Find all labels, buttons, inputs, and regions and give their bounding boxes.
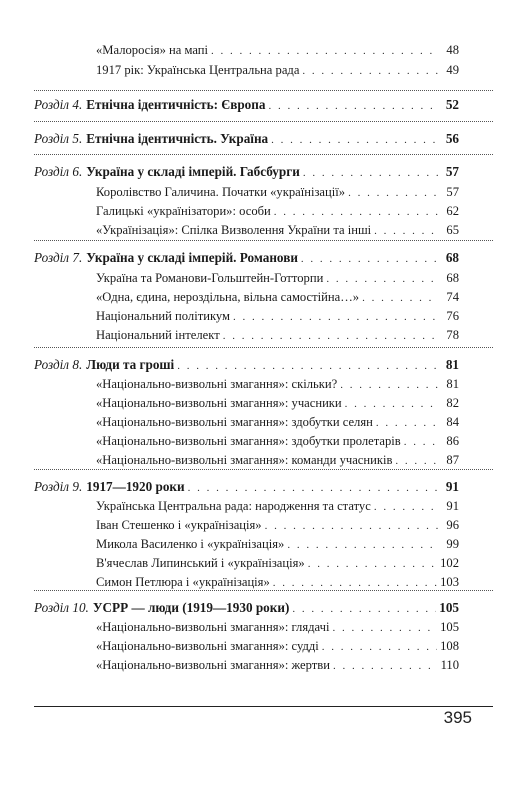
- toc-entry[interactable]: [96, 450, 459, 470]
- toc-entry-title: Микола Василенко і «українізація»: [96, 537, 285, 551]
- toc-entry-title: Королівство Галичина. Початки «українізації»: [96, 185, 346, 199]
- toc-entry-page: 110: [440, 658, 459, 672]
- dot-leader: [395, 451, 438, 471]
- footer-rule: [34, 706, 493, 707]
- dot-leader: [376, 413, 438, 433]
- toc-entry[interactable]: [96, 201, 459, 221]
- dot-leader: [340, 375, 438, 395]
- toc-entry[interactable]: [96, 393, 459, 413]
- dot-leader: [265, 516, 438, 536]
- toc-entry-page: 62: [446, 204, 459, 218]
- toc-entry-title: «Національно-визвольні змагання»: команди учасників: [96, 453, 393, 467]
- toc-entry[interactable]: [96, 655, 459, 675]
- section-number: Розділ 6.: [34, 164, 83, 179]
- toc-entry[interactable]: [96, 496, 459, 516]
- section-title: Україна у складі імперій. Габсбурги: [86, 164, 300, 179]
- toc-entry[interactable]: [96, 182, 459, 202]
- toc-section[interactable]: [34, 248, 459, 268]
- toc-entry-page: 68: [446, 271, 459, 285]
- toc-entry-title: «Національно-визвольні змагання»: глядачі: [96, 620, 330, 634]
- toc-entry-page: 78: [446, 328, 459, 342]
- section-page: 81: [445, 357, 459, 372]
- toc-entry-page: 86: [446, 434, 459, 448]
- toc-entry-title: Україна та Романови-Гольштейн-Готторпи: [96, 271, 324, 285]
- dot-leader: [233, 307, 438, 327]
- toc-entry-title: 1917 рік: Українська Центральна рада: [96, 63, 300, 77]
- dot-leader: [301, 249, 438, 269]
- dot-leader: [274, 202, 438, 222]
- dot-leader: [326, 269, 438, 289]
- toc-entry[interactable]: [96, 431, 459, 451]
- page-number: 395: [443, 708, 472, 727]
- toc-entry-page: 103: [440, 575, 459, 589]
- toc-entry-page: 96: [446, 518, 459, 532]
- toc-entry-title: Національний політикум: [96, 309, 230, 323]
- toc-entry[interactable]: [96, 572, 459, 592]
- toc-entry-title: «Українізація»: Спілка Визволення України та інші: [96, 223, 372, 237]
- section-number: Розділ 4.: [34, 97, 83, 112]
- toc-entry-title: Національний інтелект: [96, 328, 220, 342]
- toc-entry[interactable]: [96, 553, 459, 573]
- dot-leader: [268, 96, 438, 116]
- toc-section[interactable]: [34, 95, 459, 115]
- section-divider: [34, 121, 493, 122]
- toc-entry[interactable]: [96, 220, 459, 240]
- section-title: Етнічна ідентичність: Європа: [86, 97, 266, 112]
- toc-entry[interactable]: [96, 534, 459, 554]
- toc-entry-title: «Національно-визвольні змагання»: судді: [96, 639, 319, 653]
- section-title: УСРР — люди (1919—1930 роки): [92, 600, 290, 615]
- toc-entry-page: 84: [446, 415, 459, 429]
- toc-entry[interactable]: [96, 617, 459, 637]
- section-divider: [34, 90, 493, 91]
- section-page: 68: [445, 250, 459, 265]
- dot-leader: [303, 163, 438, 183]
- section-title: 1917—1920 роки: [86, 479, 185, 494]
- dot-leader: [188, 478, 438, 498]
- section-title: Україна у складі імперій. Романови: [86, 250, 298, 265]
- toc-entry[interactable]: [96, 325, 459, 345]
- section-divider: [34, 154, 493, 155]
- toc-entry[interactable]: [96, 60, 459, 80]
- toc-entry-title: «Національно-визвольні змагання»: здобутки пролетарів: [96, 434, 401, 448]
- section-page: 56: [445, 131, 459, 146]
- toc-entry-title: Українська Центральна рада: народження та статус: [96, 499, 371, 513]
- toc-section[interactable]: [34, 162, 459, 182]
- toc-entry-page: 105: [440, 620, 459, 634]
- toc-entry-page: 87: [446, 453, 459, 467]
- section-title: Етнічна ідентичність. Україна: [86, 131, 269, 146]
- toc-entry-title: «Національно-визвольні змагання»: здобутки селян: [96, 415, 373, 429]
- toc-entry-page: 76: [446, 309, 459, 323]
- dot-leader: [287, 535, 438, 555]
- toc-entry-title: «Національно-визвольні змагання»: учасники: [96, 396, 342, 410]
- toc-entry-page: 81: [446, 377, 459, 391]
- toc-entry[interactable]: [96, 306, 459, 326]
- toc-entry-title: «Малоросія» на мапі: [96, 43, 209, 57]
- section-page: 57: [445, 164, 459, 179]
- dot-leader: [332, 618, 437, 638]
- toc-entry-page: 49: [446, 63, 459, 77]
- dot-leader: [374, 497, 438, 517]
- toc-entry-page: 91: [446, 499, 459, 513]
- toc-entry-page: 57: [446, 185, 459, 199]
- toc-section[interactable]: [34, 129, 459, 149]
- toc-entry[interactable]: [96, 515, 459, 535]
- toc-entry[interactable]: [96, 636, 459, 656]
- dot-leader: [322, 637, 437, 657]
- dot-leader: [211, 41, 438, 61]
- toc-entry-page: 102: [440, 556, 459, 570]
- dot-leader: [374, 221, 438, 241]
- toc-entry-page: 65: [446, 223, 459, 237]
- toc-entry-title: Галицькі «українізатори»: особи: [96, 204, 271, 218]
- dot-leader: [348, 183, 438, 203]
- section-number: Розділ 7.: [34, 250, 83, 265]
- toc-entry[interactable]: [96, 412, 459, 432]
- toc-entry-page: 48: [446, 43, 459, 57]
- dot-leader: [177, 356, 438, 376]
- toc-entry-page: 108: [440, 639, 459, 653]
- toc-entry[interactable]: [96, 374, 459, 394]
- dot-leader: [333, 656, 438, 676]
- dot-leader: [345, 394, 438, 414]
- dot-leader: [271, 130, 438, 150]
- toc-entry-page: 99: [446, 537, 459, 551]
- section-number: Розділ 5.: [34, 131, 83, 146]
- dot-leader: [292, 599, 436, 619]
- section-page: 91: [445, 479, 459, 494]
- toc-entry-title: Іван Стешенко і «українізація»: [96, 518, 262, 532]
- section-divider: [34, 347, 493, 348]
- section-page: 105: [439, 600, 459, 615]
- toc-entry-title: В'ячеслав Липинський і «українізація»: [96, 556, 305, 570]
- section-number: Розділ 10.: [34, 600, 89, 615]
- toc-section[interactable]: [34, 477, 459, 497]
- dot-leader: [273, 573, 437, 593]
- dot-leader: [308, 554, 437, 574]
- toc-entry-title: «Одна, єдина, нероздільна, вільна самостійна…»: [96, 290, 360, 304]
- toc-entry[interactable]: [96, 268, 459, 288]
- dot-leader: [404, 432, 438, 452]
- dot-leader: [362, 288, 438, 308]
- section-title: Люди та гроші: [86, 357, 175, 372]
- toc-entry[interactable]: [96, 40, 459, 60]
- toc-entry-title: «Національно-визвольні змагання»: скільки?: [96, 377, 338, 391]
- section-page: 52: [445, 97, 459, 112]
- toc-entry[interactable]: [96, 287, 459, 307]
- dot-leader: [302, 61, 438, 81]
- toc-entry-page: 74: [446, 290, 459, 304]
- toc-section[interactable]: [34, 355, 459, 375]
- dot-leader: [223, 326, 438, 346]
- toc-entry-title: «Національно-визвольні змагання»: жертви: [96, 658, 330, 672]
- toc-entry-title: Симон Петлюра і «українізація»: [96, 575, 270, 589]
- section-number: Розділ 9.: [34, 479, 83, 494]
- section-number: Розділ 8.: [34, 357, 83, 372]
- toc-section[interactable]: [34, 598, 459, 618]
- toc-entry-page: 82: [446, 396, 459, 410]
